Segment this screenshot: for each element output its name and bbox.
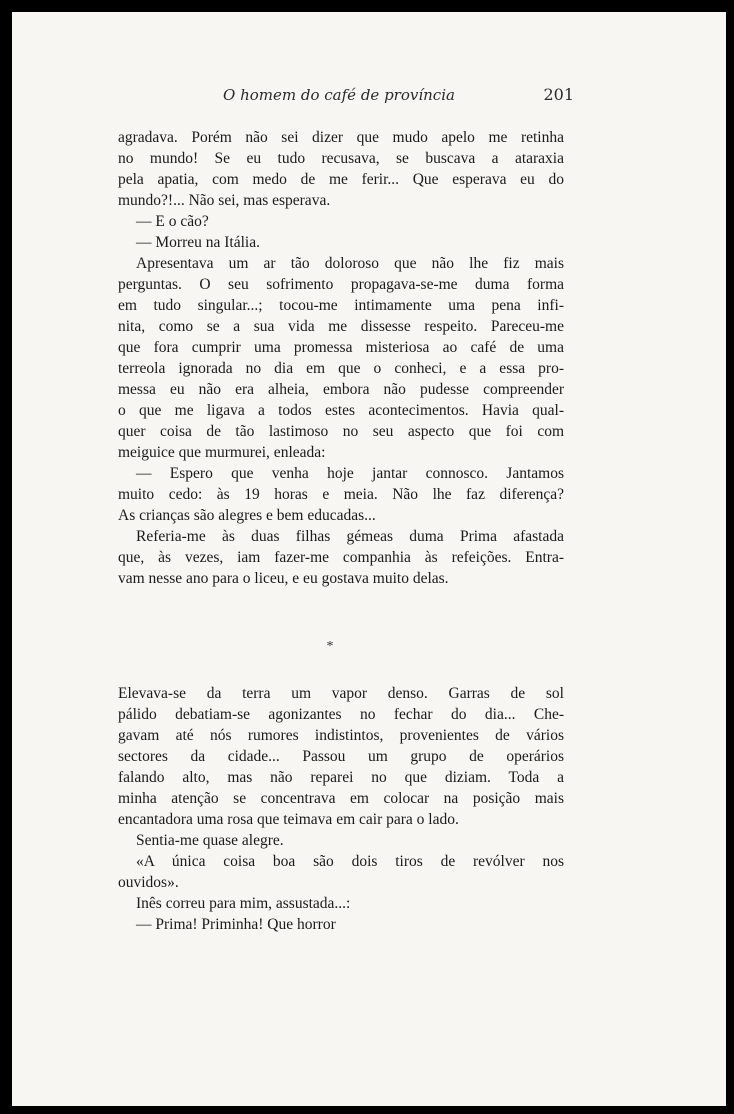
running-header-title: O homem do café de província xyxy=(223,86,455,104)
text-line: encantadora uma rosa que teimava em cair para o lado. xyxy=(118,811,459,828)
text-line: falando alto, mas não reparei no que diziam. Toda a xyxy=(118,769,564,786)
text-line: gavam até nós rumores indistintos, provenientes de vários xyxy=(118,727,564,744)
text-line: sectores da cidade... Passou um grupo de operários xyxy=(118,748,564,765)
text-line: Sentia-me quase alegre. xyxy=(136,832,284,849)
page-number: 201 xyxy=(543,85,574,104)
text-line: Inês correu para mim, assustada...: xyxy=(136,895,351,912)
text-line: pela apatia, com medo de me ferir... Que esperava eu do xyxy=(118,171,564,188)
text-line: vam nesse ano para o liceu, e eu gostava muito delas. xyxy=(118,570,449,587)
book-page xyxy=(12,12,726,1106)
text-line: — Morreu na Itália. xyxy=(136,234,260,251)
text-line: — Espero que venha hoje jantar connosco. Jantamos xyxy=(136,465,564,482)
text-line: ouvidos». xyxy=(118,874,179,891)
text-line: — Prima! Priminha! Que horror xyxy=(136,916,336,933)
text-line: o que me ligava a todos estes acontecimentos. Havia qual- xyxy=(118,402,564,419)
text-line: minha atenção se concentrava em colocar na posição mais xyxy=(118,790,564,807)
text-line: muito cedo: às 19 horas e meia. Não lhe faz diferença? xyxy=(118,486,564,503)
text-line: quer coisa de tão lastimoso no seu aspecto que foi com xyxy=(118,423,564,440)
text-line: terreola ignorada no dia em que o conheci, e a essa pro- xyxy=(118,360,564,377)
text-line: agradava. Porém não sei dizer que mudo apelo me retinha xyxy=(118,129,564,146)
text-line: perguntas. O seu sofrimento propagava-se-me duma forma xyxy=(118,276,564,293)
text-line: Apresentava um ar tão doloroso que não lhe fiz mais xyxy=(136,255,564,272)
text-line: — E o cão? xyxy=(136,213,209,230)
text-line: em tudo singular...; tocou-me intimamente uma pena infi- xyxy=(118,297,564,314)
text-line: no mundo! Se eu tudo recusava, se buscava a ataraxia xyxy=(118,150,564,167)
text-block-second xyxy=(118,683,564,935)
text-line: que, às vezes, iam fazer-me companhia às refeições. Entra- xyxy=(118,549,564,566)
section-separator: * xyxy=(326,639,334,654)
text-line: messa eu não era alheia, embora não pudesse compreender xyxy=(118,381,564,398)
text-line: meiguice que murmurei, enleada: xyxy=(118,444,326,461)
text-line: que fora cumprir uma promessa misteriosa ao café de uma xyxy=(118,339,564,356)
text-block-first xyxy=(118,127,564,589)
text-line: As crianças são alegres e bem educadas... xyxy=(118,507,376,524)
text-line: pálido debatiam-se agonizantes no fechar do dia... Che- xyxy=(118,706,564,723)
text-line: nita, como se a sua vida me dissesse respeito. Pareceu-me xyxy=(118,318,564,335)
text-line: Referia-me às duas filhas gémeas duma Prima afastada xyxy=(136,528,564,545)
text-line: «A única coisa boa são dois tiros de revólver nos xyxy=(136,853,564,870)
text-line: Elevava-se da terra um vapor denso. Garras de sol xyxy=(118,685,564,702)
text-line: mundo?!... Não sei, mas esperava. xyxy=(118,192,331,209)
